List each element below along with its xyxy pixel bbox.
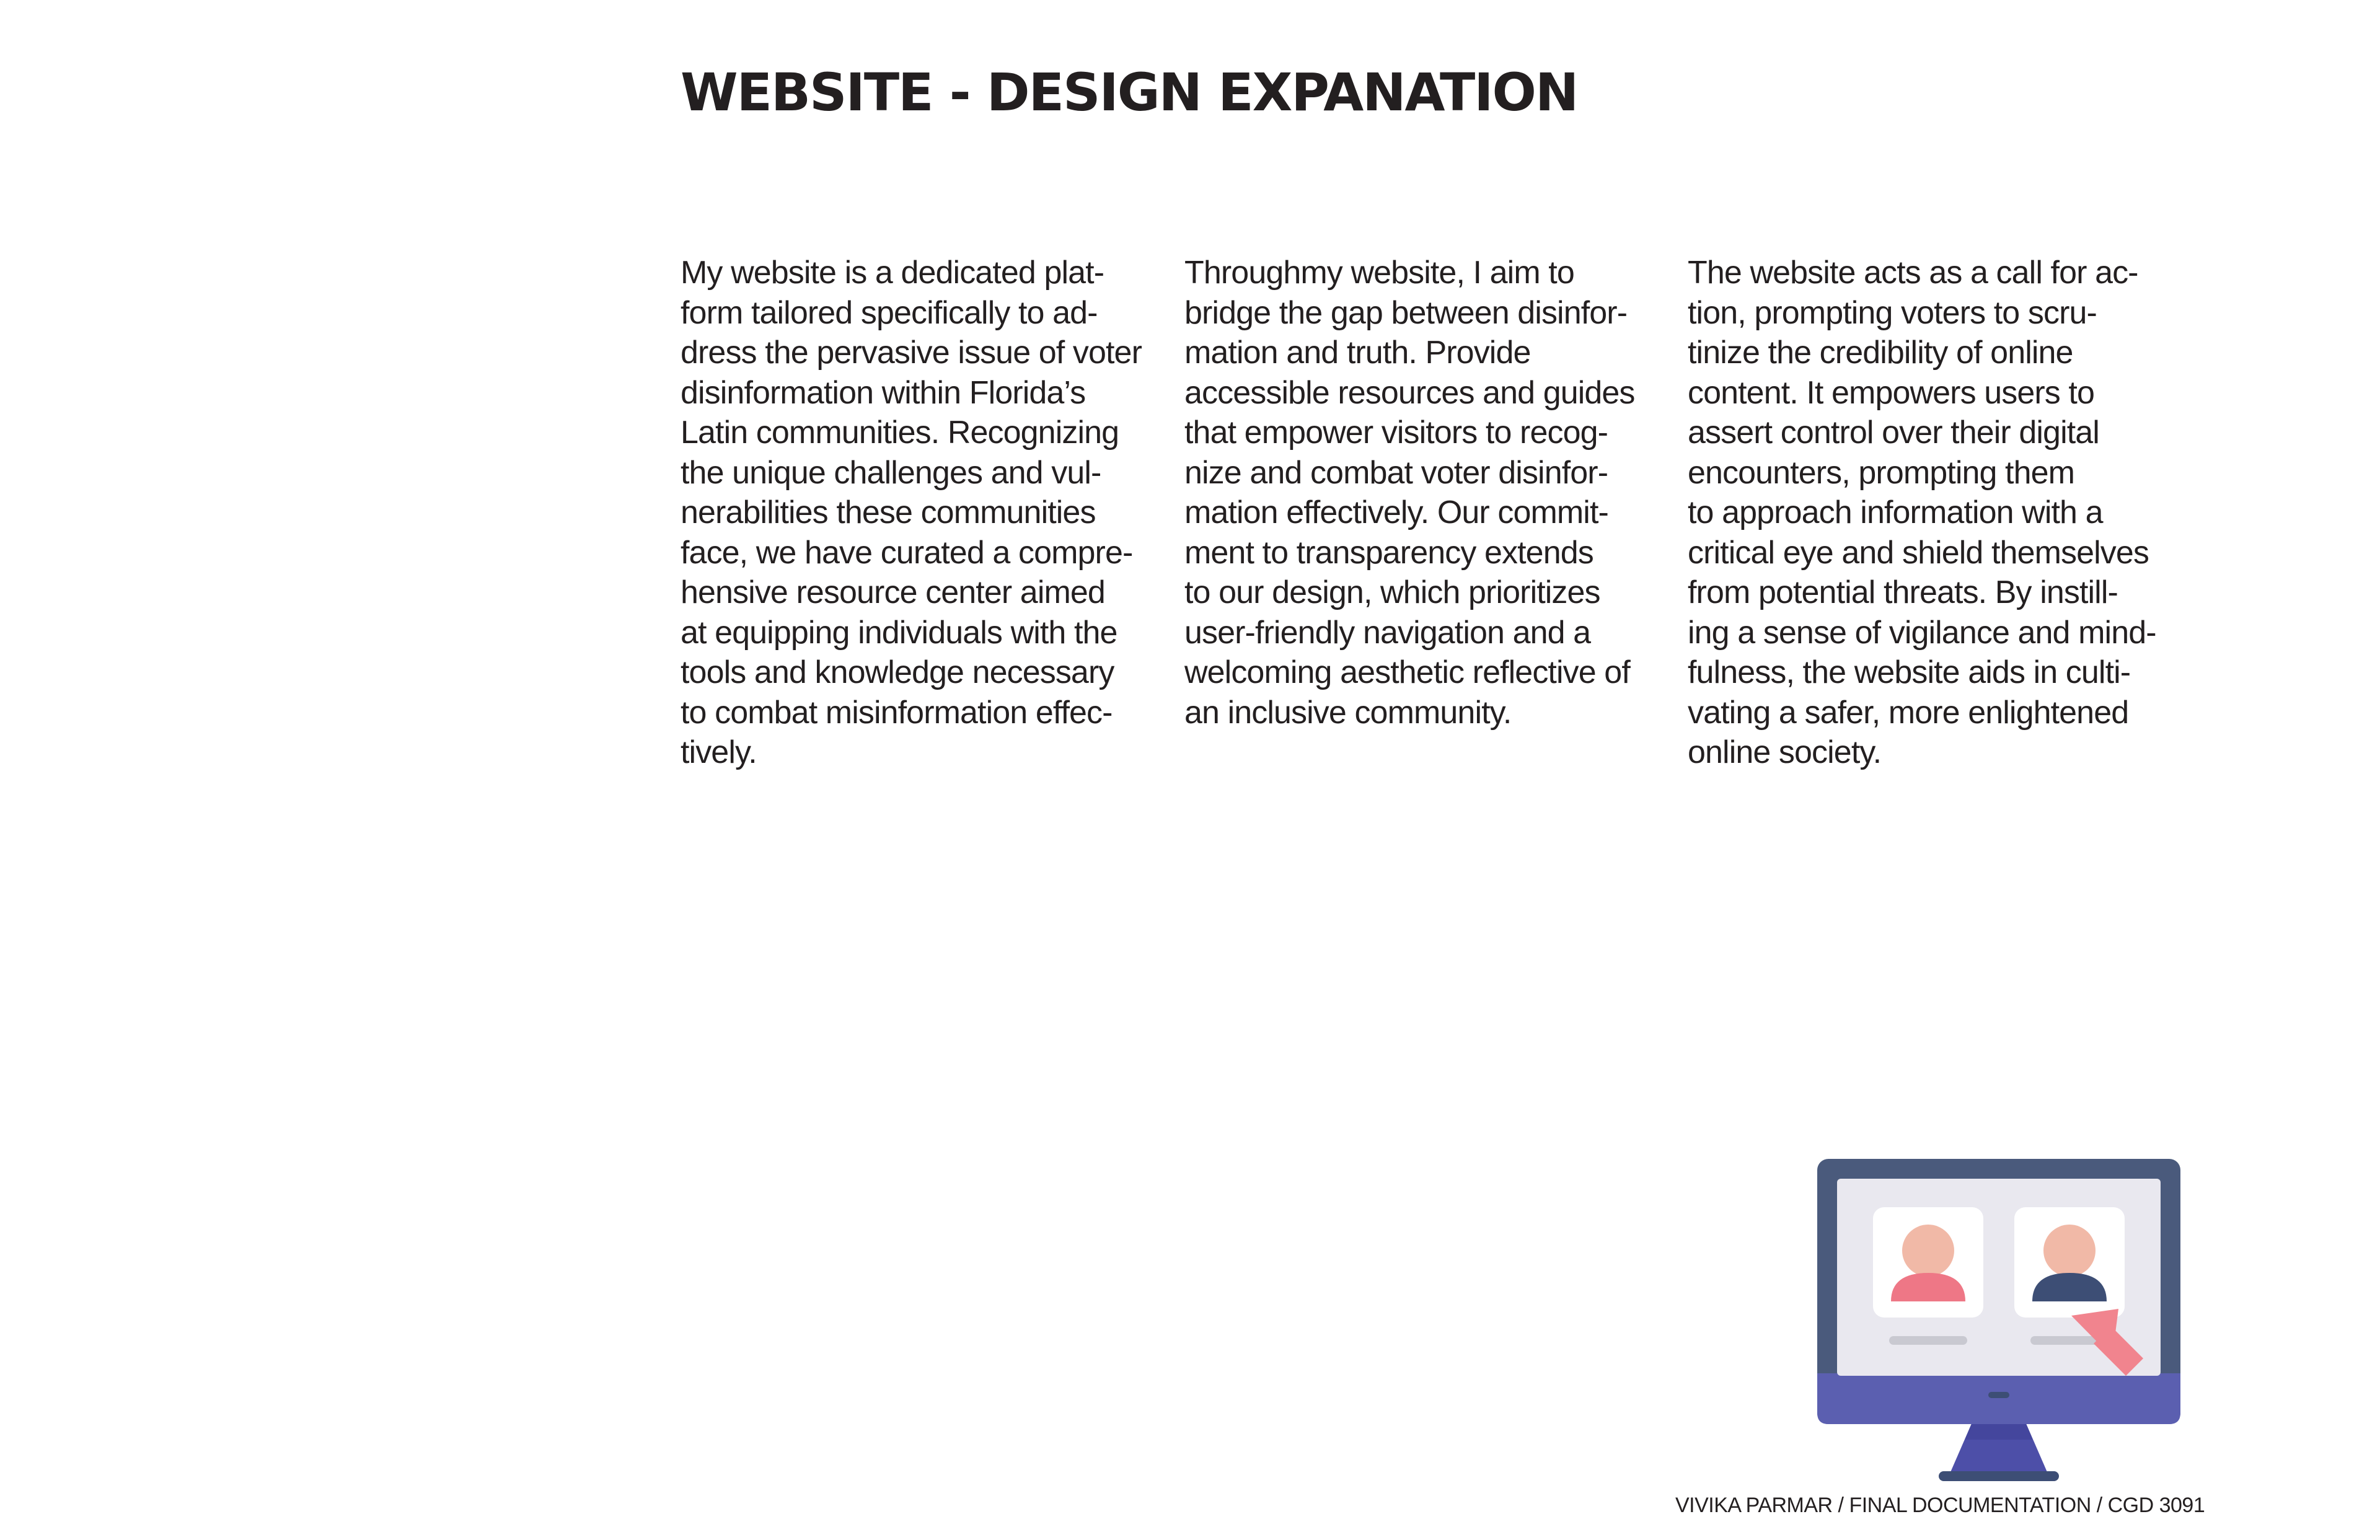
monitor-button xyxy=(1988,1392,2009,1398)
monitor-chin xyxy=(1817,1373,2180,1424)
computer-monitor-icon xyxy=(1816,1158,2182,1489)
placeholder-line-left xyxy=(1889,1336,1967,1345)
avatar-head-left xyxy=(1902,1225,1954,1277)
body-column-2: Throughmy website, I aim to bridge the gap between disinfor- mation and truth. Provide accessible resources and guides that empower visitors to recog- nize and combat voter disinfor- mation effectively. Our commit- ment to transparency extends to our design, which prioritizes user-friendly navigation and a welcoming aesthetic reflective of an inclusive community. xyxy=(1184,255,1635,731)
footer-credit: VIVIKA PARMAR / FINAL DOCUMENTATION / CGD 3091 xyxy=(1675,1494,2205,1517)
page-title: WEBSITE - DESIGN EXPANATION xyxy=(681,62,1578,123)
monitor-foot xyxy=(1939,1471,2059,1481)
body-column-3: The website acts as a call for ac- tion, prompting voters to scru- tinize the credibility of online content. It empowers users to assert control over their digital encounters, prompting them to approach information with a critical eye and shield themselves from potential threats. By instill- ing a sense of vigilance and mind- fulness, the website aids in culti- vating a safer, more enlightened online society. xyxy=(1688,255,2156,770)
body-column-1: My website is a dedicated plat- form tailored specifically to ad- dress the pervasive issue of voter disinformation within Florida’s Latin communities. Recognizing the unique challenges and vul- nerabilities these communities face, we have curated a compre- hensive resource center aimed at equipping individuals with the tools and knowledge necessary to combat misinformation effec- tively. xyxy=(681,255,1142,770)
avatar-head-right xyxy=(2043,1225,2096,1277)
